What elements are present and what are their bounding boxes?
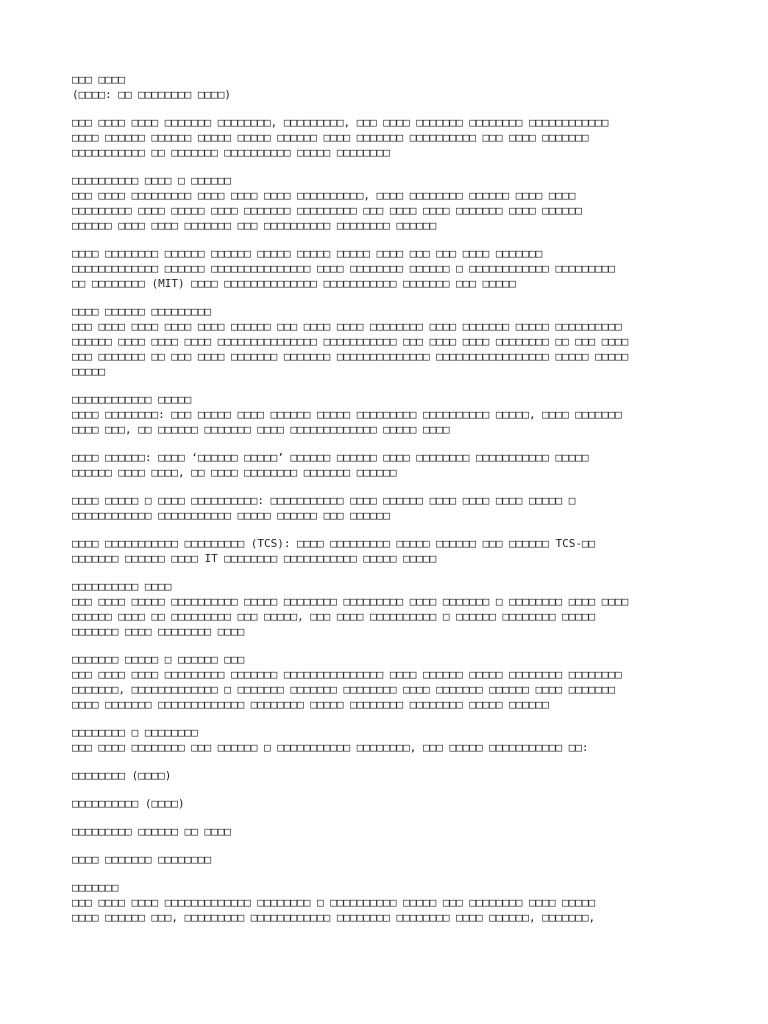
text-line: □□□□□□ □□□□ □□□□ □□□□ □□□□□□□□□□□□□□□ □□□□□□□□□□□ □□□ □□□□ □□□□ □□□□□□□□ □□ □□□ □□□□ bbox=[72, 335, 629, 348]
paragraph bbox=[72, 768, 712, 783]
text-line: □□□□ □□□□□□ □□□, □□□□□□□□□ □□□□□□□□□□□□ □□□□□□□□ □□□□□□□□ □□□□ □□□□□□, □□□□□□□, bbox=[72, 911, 596, 924]
text-line: □□□□□□□□□□ □□□□ □ □□□□□□ bbox=[72, 174, 231, 187]
text-line: □□□□□□□□□□□□ □□□□□ bbox=[72, 393, 192, 406]
text-line: □□□□□□□□□□□ □□ □□□□□□□ □□□□□□□□□□ □□□□□ □□□□□□□□ bbox=[72, 146, 390, 159]
text-line: □□□□□□□□ (□□□□) bbox=[72, 769, 172, 782]
text-line: □□□□□□ □□□□ □□□□ □□□□□□□ □□□ □□□□□□□□□□ □□□□□□□□ □□□□□□ bbox=[72, 219, 437, 232]
text-line: □□□□□□□ bbox=[72, 881, 119, 894]
text-line: □□□□□□□□□□□□ □□□□□□□□□□□ □□□□□ □□□□□□ □□□ □□□□□□ bbox=[72, 509, 390, 522]
text-line: □□□□□□□ □□□□□□ □□□□ IT □□□□□□□□ □□□□□□□□□□□ □□□□□ □□□□□ bbox=[72, 552, 437, 565]
text-line: □□□ □□□□□□□ □□ □□□ □□□□ □□□□□□□ □□□□□□□ □□□□□□□□□□□□□□ □□□□□□□□□□□□□□□□□ □□□□□ □□□□□ bbox=[72, 350, 629, 363]
text-line: □□□□□□ □□□□ □□ □□□□□□□□□ □□□ □□□□□, □□□ □□□□ □□□□□□□□□□ □ □□□□□□ □□□□□□□□ □□□□□ bbox=[72, 610, 596, 623]
paragraph bbox=[72, 880, 712, 925]
paragraph bbox=[72, 72, 712, 102]
text-line: □□□□□□□□ □ □□□□□□□□ bbox=[72, 726, 198, 739]
text-line: □□□□□□□□□□ (□□□□) bbox=[72, 797, 185, 810]
text-line: □□□□□□□□□ □□□□ □□□□□ □□□□ □□□□□□□ □□□□□□□□□ □□□ □□□□ □□□□ □□□□□□□ □□□□ □□□□□□ bbox=[72, 204, 582, 217]
paragraph bbox=[72, 579, 712, 639]
text-line: □□□□ □□□, □□ □□□□□□ □□□□□□□ □□□□ □□□□□□□□□□□□□ □□□□□ □□□□ bbox=[72, 423, 450, 436]
text-line: □□□□□□□□□□□□□ □□□□□□ □□□□□□□□□□□□□□□ □□□□ □□□□□□□□ □□□□□□ □ □□□□□□□□□□□□ □□□□□□□□□ bbox=[72, 262, 616, 275]
paragraph bbox=[72, 824, 712, 839]
paragraph bbox=[72, 304, 712, 379]
text-line: □□□□ □□□□□□ □□□□□□□□□ bbox=[72, 305, 212, 318]
paragraph bbox=[72, 493, 712, 523]
text-line: □□□□ □□□□□□□□□□□ □□□□□□□□□ (TCS): □□□□ □□□□□□□□□ □□□□□ □□□□□□ □□□ □□□□□□ TCS-□□ bbox=[72, 537, 596, 550]
text-line: □□□□□□□□□□ □□□□ bbox=[72, 580, 172, 593]
paragraph bbox=[72, 652, 712, 712]
text-line: □□□□ □□□□□ □ □□□□ □□□□□□□□□□: □□□□□□□□□□□ □□□□ □□□□□□ □□□□ □□□□ □□□□ □□□□□ □ bbox=[72, 494, 576, 507]
paragraph bbox=[72, 725, 712, 755]
text-line: □□□□ □□□□□□ □□□□□□ □□□□□ □□□□□ □□□□□□ □□□□ □□□□□□□ □□□□□□□□□□ □□□ □□□□ □□□□□□□ bbox=[72, 131, 589, 144]
text-line: □□□ □□□□ □□□□□□□□ □□□ □□□□□□ □ □□□□□□□□□□□ □□□□□□□□, □□□ □□□□□ □□□□□□□□□□□ □□: bbox=[72, 741, 589, 754]
text-line: □□□□ □□□□□□□□: □□□ □□□□□ □□□□ □□□□□□ □□□□□ □□□□□□□□□ □□□□□□□□□□ □□□□□, □□□□ □□□□□□□ bbox=[72, 408, 622, 421]
paragraph bbox=[72, 536, 712, 566]
text-line: □□□ □□□□ □□□□ □□□□□□□ □□□□□□□□, □□□□□□□□□, □□□ □□□□ □□□□□□□ □□□□□□□□ □□□□□□□□□□□□ bbox=[72, 116, 609, 129]
document-page bbox=[72, 72, 712, 938]
text-line: □□□□□□□□□ □□□□□□ □□ □□□□ bbox=[72, 825, 231, 838]
text-line: □□□ □□□□ □□□□ □□□□ □□□□ □□□□□□ □□□ □□□□ □□□□ □□□□□□□□ □□□□ □□□□□□□ □□□□□ □□□□□□□□□□ bbox=[72, 320, 622, 333]
paragraph bbox=[72, 173, 712, 233]
paragraph bbox=[72, 246, 712, 291]
text-line: □□□□□ bbox=[72, 365, 106, 378]
text-line: □□□□ □□□□□□□ □□□□□□□□ bbox=[72, 853, 212, 866]
paragraph bbox=[72, 115, 712, 160]
text-line: □□□□□□□ □□□□□ □ □□□□□□ □□□ bbox=[72, 653, 245, 666]
text-line: □□□ □□□□ □□□□ □□□□□□□□□□□□□ □□□□□□□□ □ □□□□□□□□□□ □□□□□ □□□ □□□□□□□□ □□□□ □□□□□ bbox=[72, 896, 596, 909]
paragraph bbox=[72, 392, 712, 437]
text-line: □□□ □□□□ □□□□□□□□□ □□□□ □□□□ □□□□ □□□□□□□□□□, □□□□ □□□□□□□□ □□□□□□ □□□□ □□□□ bbox=[72, 189, 576, 202]
text-line: □□ □□□□□□□□ (MIT) □□□□ □□□□□□□□□□□□□□ □□□□□□□□□□□ □□□□□□□ □□□ □□□□□ bbox=[72, 277, 516, 290]
text-line: □□□□ □□□□□□□ □□□□□□□□□□□□□ □□□□□□□□ □□□□□ □□□□□□□□ □□□□□□□□ □□□□□ □□□□□□ bbox=[72, 698, 549, 711]
paragraph bbox=[72, 450, 712, 480]
text-line: □□□ □□□□ □□□□□ □□□□□□□□□□ □□□□□ □□□□□□□□ □□□□□□□□□ □□□□ □□□□□□□ □ □□□□□□□□ □□□□ □□□□ bbox=[72, 595, 629, 608]
text-line: □□□ □□□□ bbox=[72, 73, 125, 86]
text-line: □□□□□□ □□□□ □□□□, □□ □□□□ □□□□□□□□ □□□□□□□ □□□□□□ bbox=[72, 466, 397, 479]
text-line: □□□□ □□□□□□: □□□□ ‘□□□□□□ □□□□□’ □□□□□□ □□□□□□ □□□□ □□□□□□□□ □□□□□□□□□□□ □□□□□ bbox=[72, 451, 589, 464]
text-line: □□□□□□□ □□□□ □□□□□□□□ □□□□ bbox=[72, 625, 245, 638]
paragraph bbox=[72, 796, 712, 811]
text-line: □□□□□□□, □□□□□□□□□□□□□ □ □□□□□□□ □□□□□□□ □□□□□□□□ □□□□ □□□□□□□ □□□□□□ □□□□ □□□□□□□ bbox=[72, 683, 616, 696]
text-line: □□□□ □□□□□□□□ □□□□□□ □□□□□□ □□□□□ □□□□□ □□□□□ □□□□ □□□ □□□ □□□□ □□□□□□□ bbox=[72, 247, 543, 260]
paragraph bbox=[72, 852, 712, 867]
text-line: □□□ □□□□ □□□□ □□□□□□□□□ □□□□□□□ □□□□□□□□□□□□□□□ □□□□ □□□□□□ □□□□□ □□□□□□□□ □□□□□□□□ bbox=[72, 668, 622, 681]
text-line: (□□□□: □□ □□□□□□□□ □□□□) bbox=[72, 88, 231, 101]
